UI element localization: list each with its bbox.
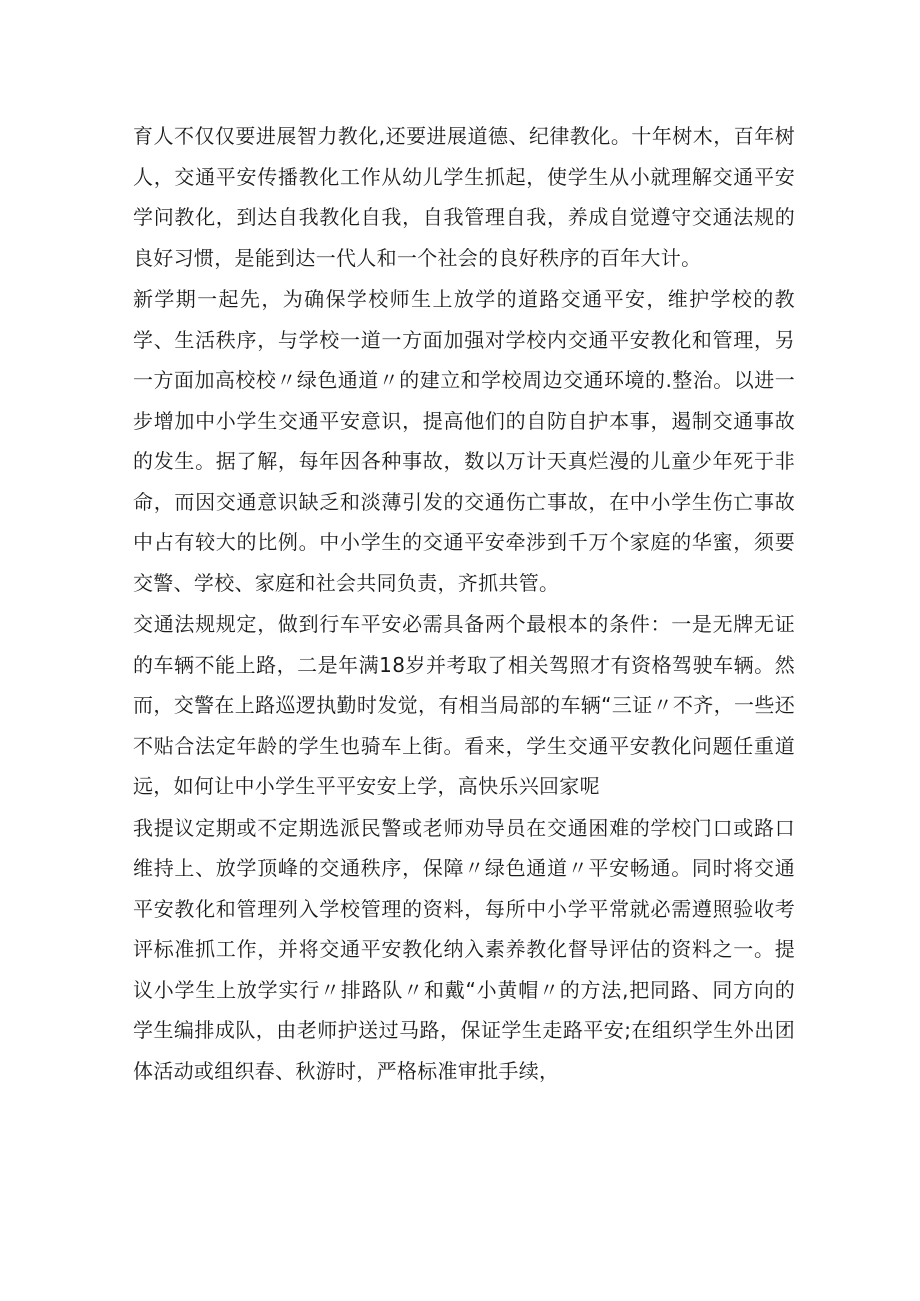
paragraph-2: 新学期一起先，为确保学校师生上放学的道路交通平安，维护学校的教学、生活秩序，与学校一道一方面加强对学校内交通平安教化和管理，另一方面加高校校〃绿色通道〃的建立和学校周边交通环境的.整治。以进一步增加中小学生交通平安意识，提高他们的自防自护本事，遏制交通事故的发生。据了解，每年因各种事故，数以万计天真烂漫的儿童少年死于非命，而因交通意识缺乏和淡薄引发的交通伤亡事故，在中小学生伤亡事故中占有较大的比例。中小学生的交通平安牵涉到千万个家庭的华蜜，须要交警、学校、家庭和社会共同负责，齐抓共管。 (133, 287, 795, 595)
paragraph-1: 育人不仅仅要进展智力教化,还要进展道德、纪律教化。十年树木，百年树人，交通平安传播教化工作从幼儿学生抓起，使学生从小就理解交通平安学问教化，到达自我教化自我，自我管理自我，养成自觉遵守交通法规的良好习惯，是能到达一代人和一个社会的良好秩序的百年大计。 (133, 124, 795, 270)
paragraph-3: 交通法规规定，做到行车平安必需具备两个最根本的条件：一是无牌无证的车辆不能上路，二是年满18岁并考取了相关驾照才有资格驾驶车辆。然而，交警在上路巡逻执勤时发觉，有相当局部的车辆“三证〃不齐，一些还不贴合法定年龄的学生也骑车上街。看来，学生交通平安教化问题任重道远，如何让中小学生平平安安上学，高快乐兴回家呢 (133, 612, 795, 798)
document-body (133, 116, 795, 1091)
paragraph-4: 我提议定期或不定期选派民警或老师劝导员在交通困难的学校门口或路口维持上、放学顶峰的交通秩序，保障〃绿色通道〃平安畅通。同时将交通平安教化和管理列入学校管理的资料，每所中小学平常就必需遵照验收考评标准抓工作，并将交通平安教化纳入素养教化督导评估的资料之一。提议小学生上放学实行〃排路队〃和戴“小黄帽〃的方法,把同路、同方向的学生编排成队，由老师护送过马路，保证学生走路平安;在组织学生外出团体活动或组织春、秋游时，严格标准审批手续， (133, 815, 795, 1083)
